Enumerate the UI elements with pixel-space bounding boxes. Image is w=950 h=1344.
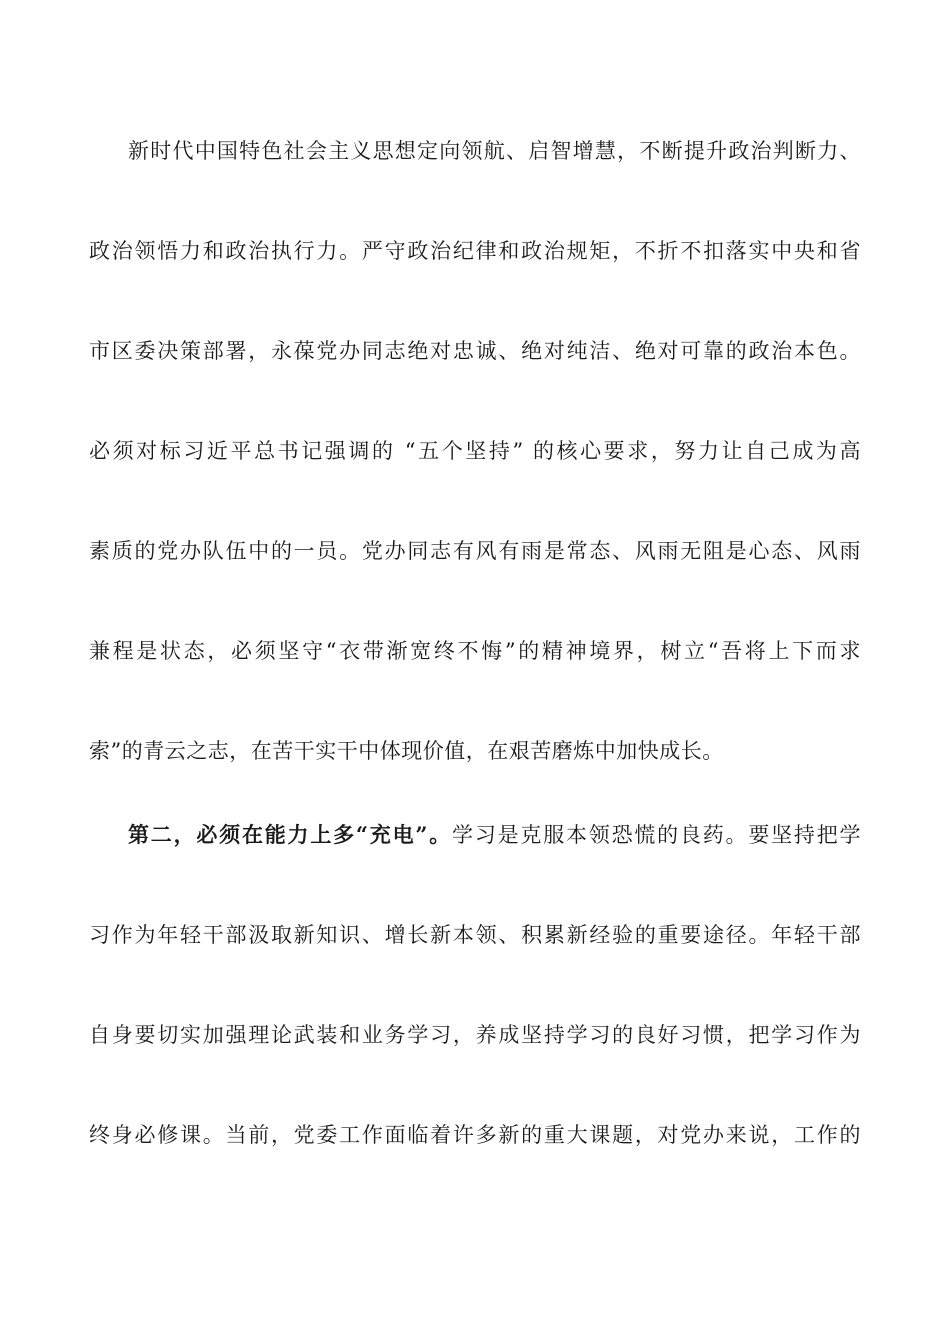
text-line: 政治领悟力和政治执行力。严守政治纪律和政治规矩，不折不扣落实中央和省 xyxy=(89,239,861,263)
text-line: 兼程是状态，必须坚守“衣带渐宽终不悔”的精神境界，树立“吾将上下而求 xyxy=(89,639,861,663)
text-line: 素质的党办队伍中的一员。党办同志有风有雨是常态、风雨无阻是心态、风雨 xyxy=(89,539,861,563)
text-line: 索”的青云之志，在苦干实干中体现价值，在艰苦磨炼中加快成长。 xyxy=(89,739,724,763)
section-heading: 第二，必须在能力上多“充电”。 xyxy=(128,822,453,847)
text-line: 必须对标习近平总书记强调的 “五个坚持” 的核心要求，努力让自己成为高 xyxy=(89,439,861,463)
text-line: 自身要切实加强理论武装和业务学习，养成坚持学习的良好习惯，把学习作为 xyxy=(89,1023,861,1047)
paragraph-first-line xyxy=(128,820,861,850)
text-line: 市区委决策部署，永葆党办同志绝对忠诚、绝对纯洁、绝对可靠的政治本色。 xyxy=(89,339,861,363)
text-line: 终身必修课。当前，党委工作面临着许多新的重大课题，对党办来说，工作的 xyxy=(89,1123,861,1147)
text-span: 学习是克服本领恐慌的良药。要坚持把学 xyxy=(452,823,861,847)
text-line: 新时代中国特色社会主义思想定向领航、启智增慧，不断提升政治判断力、 xyxy=(128,139,861,163)
text-line: 习作为年轻干部汲取新知识、增长新本领、积累新经验的重要途径。年轻干部 xyxy=(89,923,861,947)
